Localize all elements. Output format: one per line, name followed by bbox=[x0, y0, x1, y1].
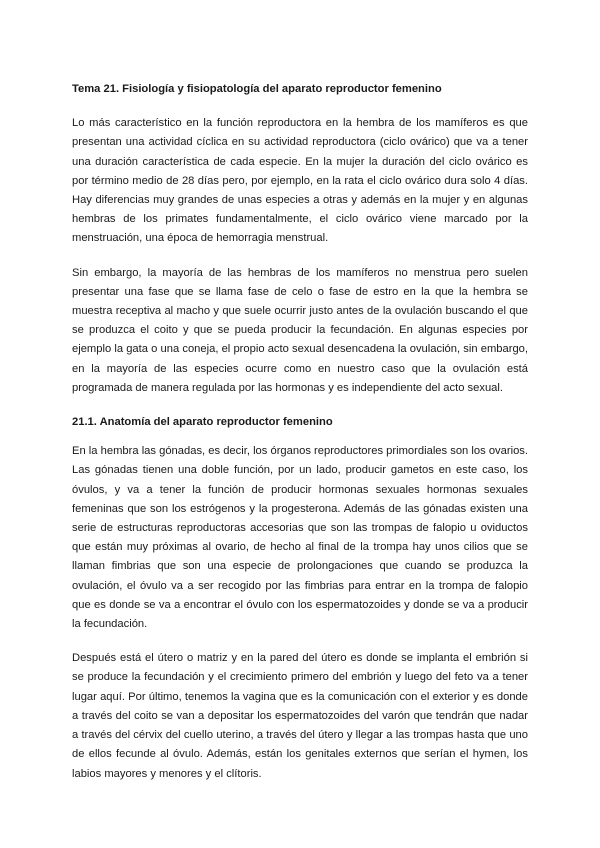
paragraph-estrus-phase: Sin embargo, la mayoría de las hembras de los mamíferos no menstrua pero suelen presentar una fase que se llama fase de celo o fase de estro en la que la hembra se muestra receptiva al macho y que suele ocurrir justo antes de la ovulación buscando el que se produzca el coito y que se pueda producir la fecundación. En algunas especies por ejemplo la gata o una coneja, el propio acto sexual desencadena la ovulación, sin embargo, en la mayoría de las especies ocurre como en nuestro caso que la ovulación está programada de manera regulada por las hormonas y es independiente del acto sexual. bbox=[72, 266, 528, 394]
paragraph-ovarian-cycle: Lo más característico en la función reproductora en la hembra de los mamíferos es que presentan una actividad cíclica en su actividad reproductora (ciclo ovárico) que va a tener una duración característica de cada especie. En la mujer la duración del ciclo ovárico es por término medio de 28 días pero, por ejemplo, en la rata el ciclo ovárico dura solo 4 días. Hay diferencias muy grandes de unas especies a otras y además en la mujer y en algunas hembras de los primates fundamentalmente, el ciclo ovárico viene marcado por la menstruación, una época de hemorragia menstrual. bbox=[72, 117, 528, 245]
section-heading: 21.1. Anatomía del aparato reproductor femenino bbox=[72, 416, 333, 429]
document-title: Tema 21. Fisiología y fisiopatología del aparato reproductor femenino bbox=[72, 83, 442, 95]
paragraph-uterus-vagina: Después está el útero o matriz y en la pared del útero es donde se implanta el embrión si se produce la fecundación y el crecimiento primero del embrión y luego del feto va a tener lugar aquí. Por último, tenemos la vagina que es la comunicación con el exterior y es donde a través del coito se van a depositar los espermatozoides del varón que tendrán que nadar a través del cérvix del cuello uterino, a través del útero y llegar a las trompas hasta que uno de ellos fecunde al óvulo. Además, están los genitales externos que serían el hymen, los labios mayores y menores y el clítoris. bbox=[72, 652, 528, 780]
paragraph-gonads: En la hembra las gónadas, es decir, los órganos reproductores primordiales son los ovarios. Las gónadas tienen una doble función, por un lado, producir gametos en este caso, los óvulos, y va a tener la función de producir hormonas sexuales hormonas sexuales femeninas que son los estrógenos y la progesterona. Además de las gónadas existen una serie de estructuras reproductoras accesorias que son las trompas de falopio u oviductos que están muy próximas al ovario, de hecho al final de la trompa hay unos cilios que se llaman fimbrias que son una especie de prolongaciones que cuando se produzca la ovulación, el óvulo va a ser recogido por las fimbrias para entrar en la trompa de falopio que es donde se va a encontrar el óvulo con los espermatozoides y donde se va a producir la fecundación. bbox=[72, 445, 528, 631]
